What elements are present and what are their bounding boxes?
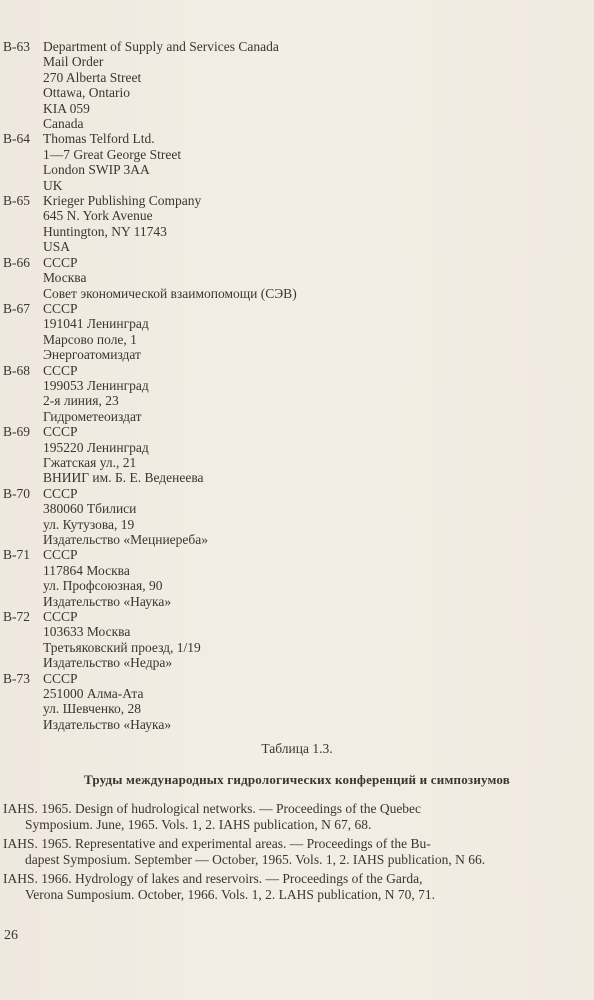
address-entry (3, 363, 563, 425)
entry-line: СССР (43, 670, 78, 686)
entry-line: СССР (43, 424, 78, 440)
address-entry (3, 39, 563, 131)
entry-lines (43, 671, 563, 733)
entry-line: Гидрометеоиздат (43, 408, 142, 424)
entry-code: B-71 (3, 547, 30, 563)
entry-line: Department of Supply and Services Canada (43, 39, 279, 54)
entry-lines (43, 193, 563, 255)
entry-lines (43, 547, 563, 609)
entry-line: ВНИИГ им. Б. Е. Веденеева (43, 470, 204, 486)
entry-line: Марсово поле, 1 (43, 331, 137, 347)
address-entry (3, 255, 563, 301)
entry-line: СССР (43, 609, 78, 625)
reference-item (3, 801, 569, 832)
reference-first-line: IAHS. 1965. Representative and experimental areas. — Proceedings of the Bu- (3, 836, 431, 852)
entry-line: Ottawa, Ontario (43, 85, 130, 101)
entry-code: B-68 (3, 362, 30, 378)
entry-line: Canada (43, 116, 84, 132)
entry-line: СССР (43, 300, 78, 316)
entry-line: Совет экономической взаимопомощи (СЭВ) (43, 285, 297, 301)
entry-line: 103633 Москва (43, 624, 131, 640)
address-list (3, 39, 563, 732)
reference-first-line: IAHS. 1966. Hydrology of lakes and reservoirs. — Proceedings of the Garda, (3, 871, 423, 887)
entry-line: 117864 Москва (43, 562, 130, 578)
entry-line: Thomas Telford Ltd. (43, 131, 155, 147)
entry-code: B-67 (3, 300, 30, 316)
reference-continuation: dapest Symposium. September — October, 1965. Vols. 1, 2. IAHS publication, N 66. (25, 851, 486, 867)
reference-continuation: Verona Sumposium. October, 1966. Vols. 1, 2. LAHS publication, N 70, 71. (25, 886, 435, 902)
table-label: Таблица 1.3. (261, 741, 333, 756)
entry-line: USA (43, 239, 71, 255)
entry-code: B-72 (3, 609, 30, 625)
entry-code: B-63 (3, 39, 30, 54)
entry-line: 380060 Тбилиси (43, 501, 137, 517)
entry-lines (43, 486, 563, 548)
entry-line: Издательство «Наука» (43, 716, 172, 732)
entry-code: B-73 (3, 670, 30, 686)
address-entry (3, 131, 563, 193)
entry-lines (43, 609, 563, 671)
address-entry (3, 671, 563, 733)
entry-line: 191041 Ленинград (43, 316, 149, 332)
entry-line: Третьяковский проезд, 1/19 (43, 639, 201, 655)
entry-line: 199053 Ленинград (43, 377, 149, 393)
entry-line: Mail Order (43, 54, 104, 70)
address-entry (3, 547, 563, 609)
reference-first-line: IAHS. 1965. Design of hudrological networks. — Proceedings of the Quebec (3, 801, 422, 816)
entry-lines (43, 424, 563, 486)
address-entry (3, 301, 563, 363)
reference-continuation: Symposium. June, 1965. Vols. 1, 2. IAHS publication, N 67, 68. (25, 816, 372, 832)
entry-line: ул. Шевченко, 28 (43, 701, 141, 717)
reference-item (3, 836, 569, 867)
entry-line: 1—7 Great George Street (43, 146, 182, 162)
entry-line: 2-я линия, 23 (43, 393, 119, 409)
entry-line: 251000 Алма-Ата (43, 686, 144, 702)
entry-line: KIA 059 (43, 100, 90, 116)
entry-line: Москва (43, 270, 87, 286)
address-entry (3, 486, 563, 548)
reference-item (3, 871, 569, 902)
entry-line: 270 Alberta Street (43, 69, 142, 85)
entry-line: 195220 Ленинград (43, 439, 149, 455)
page-number: 26 (4, 928, 18, 943)
address-entry (3, 424, 563, 486)
entry-line: СССР (43, 547, 78, 563)
entry-code: B-69 (3, 424, 30, 440)
entry-line: Издательство «Наука» (43, 593, 172, 609)
table-title: Труды международных гидрологических конференций и симпозиумов (83, 772, 511, 787)
entry-line: UK (43, 177, 63, 193)
entry-line: ул. Кутузова, 19 (43, 516, 135, 532)
entry-lines (43, 39, 563, 131)
entry-line: London SWIP 3AA (43, 162, 150, 178)
address-entry (3, 609, 563, 671)
entry-code: B-70 (3, 485, 30, 501)
entry-lines (43, 131, 563, 193)
entry-line: Издательство «Недра» (43, 655, 173, 671)
entry-code: B-65 (3, 193, 30, 209)
entry-line: ул. Профсоюзная, 90 (43, 578, 163, 594)
entry-line: СССР (43, 254, 78, 270)
entry-line: Издательство «Мецниереба» (43, 532, 209, 547)
entry-line: Krieger Publishing Company (43, 193, 202, 209)
entry-line: СССР (43, 362, 78, 378)
entry-code: B-64 (3, 131, 30, 147)
reference-list (3, 801, 569, 907)
entry-line: Энергоатомиздат (43, 347, 141, 363)
entry-lines (43, 255, 563, 301)
entry-line: Huntington, NY 11743 (43, 223, 167, 239)
entry-line: Гжатская ул., 21 (43, 454, 137, 470)
entry-lines (43, 363, 563, 425)
address-entry (3, 193, 563, 255)
entry-line: 645 N. York Avenue (43, 208, 153, 224)
entry-code: B-66 (3, 254, 30, 270)
entry-lines (43, 301, 563, 363)
entry-line: СССР (43, 485, 78, 501)
